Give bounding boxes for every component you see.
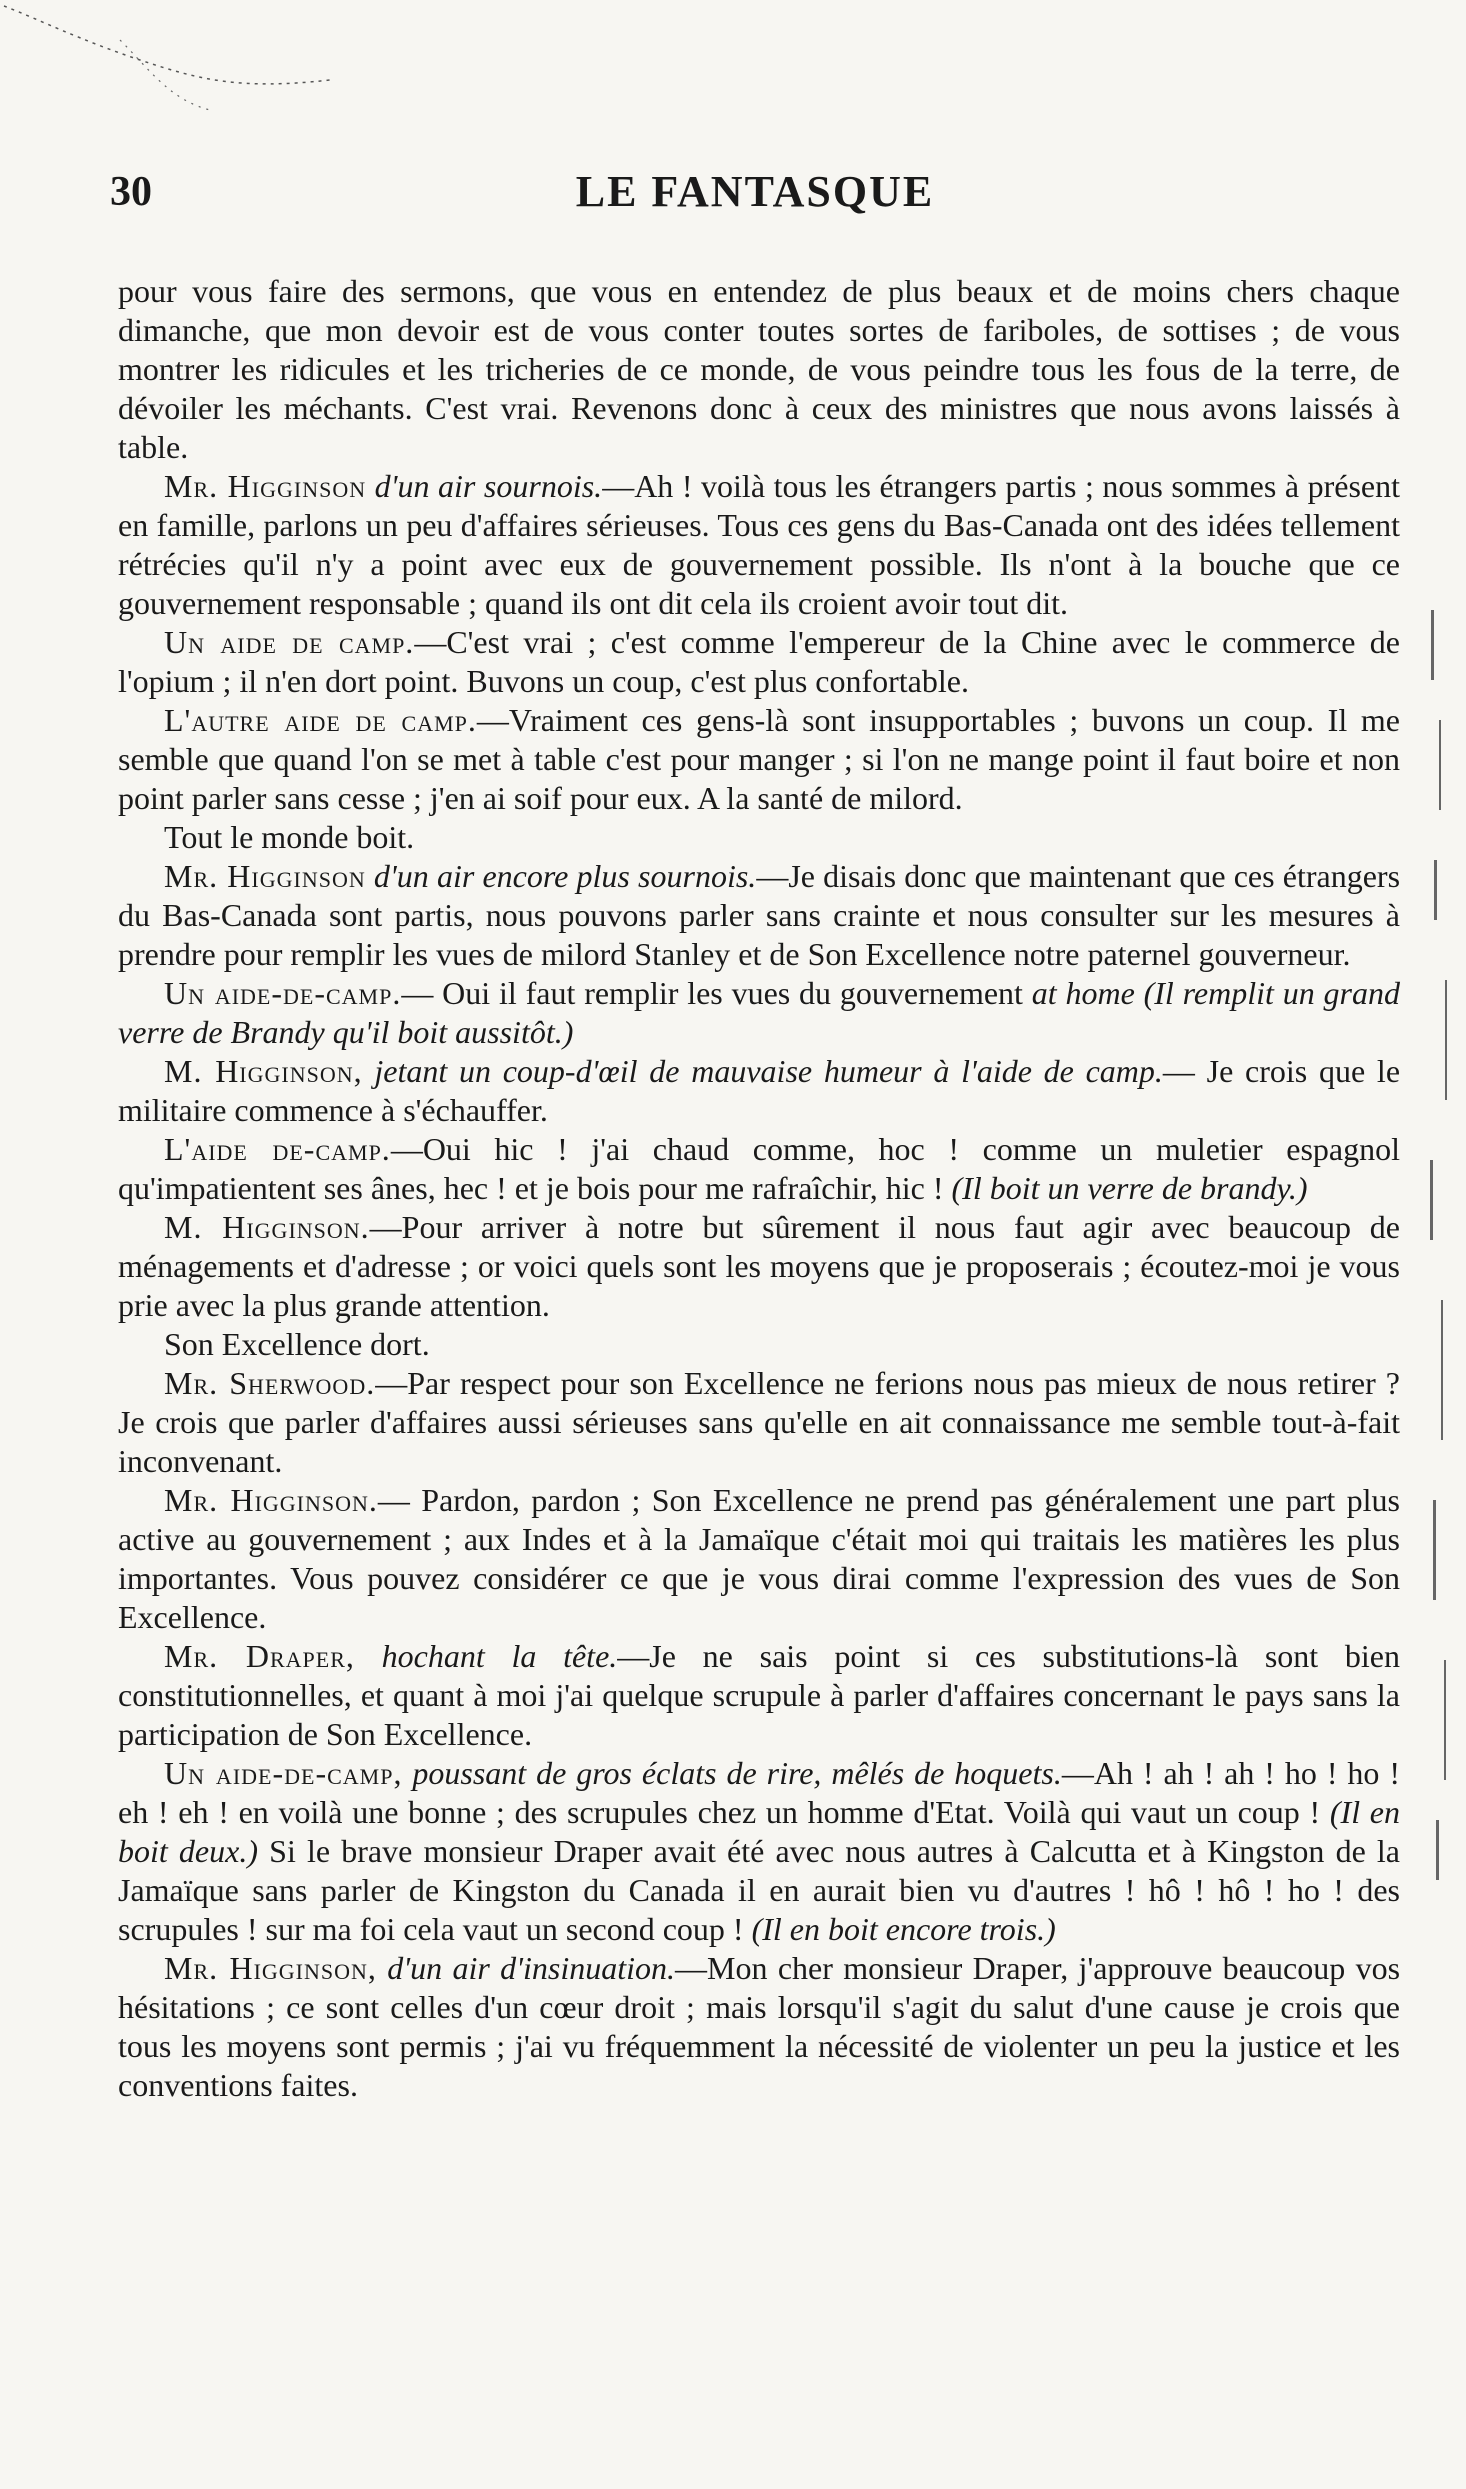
stage-direction: d'un air sournois. — [366, 468, 603, 504]
paragraph — [118, 1208, 1400, 1325]
stage-direction: (Il en boit encore trois.) — [751, 1911, 1056, 1947]
speaker-name: L'autre aide de camp. — [164, 702, 477, 738]
dialogue-text: —C'est vrai ; c'est comme l'empereur de la Chine avec le commerce de l'opium ; il n'en dort point. Buvons un coup, c'est plus confortable. — [118, 624, 1400, 699]
page-header — [110, 160, 1400, 230]
paragraph — [118, 1130, 1400, 1208]
stage-direction: d'un air encore plus sournois. — [365, 858, 757, 894]
paragraph — [118, 272, 1400, 467]
dialogue-text: —Ah ! voilà tous les étrangers partis ; nous sommes à présent en famille, parlons un peu d'affaires sérieuses. Tous ces gens du Bas-Canada ont des idées tellement rétrécies qu'il n'y a point avec eux de gouvernement possible. Ils n'ont à la bouche que ce gouvernement responsable ; quand ils ont dit cela ils croient avoir tout dit. — [118, 468, 1401, 621]
dialogue-text: —Je ne sais point si ces substitutions-là sont bien constitutionnelles, et quant à moi j'ai quelque scrupule à parler d'affaires concernant le pays sans la participation de Son Excellence. — [118, 1638, 1401, 1752]
dialogue-text: Si le brave monsieur Draper avait été avec nous autres à Calcutta et à Kingston de la Jamaïque sans parler de Kingston du Canada il en aurait bien vu d'autres ! hô ! hô ! ho ! des scrupules ! sur ma foi cela vaut un second coup ! — [118, 1833, 1401, 1947]
speaker-name: L'aide de-camp. — [164, 1131, 391, 1167]
dialogue-text: —Oui hic ! j'ai chaud comme, hoc ! comme un muletier espagnol qu'impatientent ses ânes, hec ! et je bois pour me rafraîchir, hic ! — [118, 1131, 1401, 1206]
running-title: LE FANTASQUE — [575, 167, 935, 216]
dialogue-text: — Je crois que le militaire commence à s'échauffer. — [118, 1053, 1401, 1128]
paragraph — [118, 1949, 1400, 2105]
paragraph — [118, 701, 1400, 818]
paragraph — [118, 1364, 1400, 1481]
dialogue-text: Tout le monde boit. — [164, 819, 415, 855]
dialogue-text: — Pardon, pardon ; Son Excellence ne prend pas généralement une part plus active au gouvernement ; aux Indes et à la Jamaïque c'était moi qui traitais les matières les plus importantes. Vous pouvez considérer ce que je vous dirai comme l'expression des vues de Son Excellence. — [118, 1482, 1401, 1635]
dialogue-text: pour vous faire des sermons, que vous en entendez de plus beaux et de moins chers chaque dimanche, que mon devoir est de vous conter toutes sortes de fariboles, de sottises ; de vous montrer les ridicules et les tricheries de ce monde, de vous peindre tous les fous de la terre, de dévoiler les méchants. C'est vrai. Revenons donc à ceux des ministres que nous avons laissés à table. — [118, 273, 1400, 465]
stage-direction: (Il boit un verre de brandy.) — [951, 1170, 1308, 1206]
dialogue-text: —Vraiment ces gens-là sont insupportables ; buvons un coup. Il me semble que quand l'on se met à table c'est pour manger ; si l'on ne mange point il faut boire et non point parler sans cesse ; j'en ai soif pour eux. A la santé de milord. — [118, 702, 1400, 816]
scanned-edge-texture — [1425, 600, 1466, 1900]
dialogue-text: —Je disais donc que maintenant que ces étrangers du Bas-Canada sont partis, nous pouvons parler sans crainte et nous consulter sur les mesures à prendre pour remplir les vues de milord Stanley et de Son Excellence notre paternel gouverneur. — [118, 858, 1401, 972]
paragraph — [118, 1754, 1400, 1949]
paragraph — [118, 1637, 1400, 1754]
dialogue-text: Son Excellence dort. — [164, 1326, 430, 1362]
stage-direction: (Il en boit deux.) — [118, 1794, 1401, 1869]
speaker-name: Un aide-de-camp, — [164, 1755, 403, 1791]
dialogue-text: —Par respect pour son Excellence ne ferions nous pas mieux de nous retirer ? Je crois que parler d'affaires aussi sérieuses sans qu'elle en ait connaissance me semble tout-à-fait inconvenant. — [118, 1365, 1401, 1479]
paragraph — [118, 1481, 1400, 1637]
speaker-name: Mr. Higginson. — [164, 1482, 378, 1518]
speaker-name: M. Higginson. — [164, 1209, 370, 1245]
dialogue-text: —Mon cher monsieur Draper, j'approuve beaucoup vos hésitations ; ce sont celles d'un cœur droit ; mais lorsqu'il s'agit du salut d'une cause je crois que tous les moyens sont permis ; j'ai vu fréquemment la nécessité de violenter un peu la justice et les conventions faites. — [118, 1950, 1401, 2103]
speaker-name: Mr. Higginson, — [164, 1950, 377, 1986]
paragraph — [118, 467, 1400, 623]
paragraph — [118, 974, 1400, 1052]
stage-direction: hochant la tête. — [354, 1638, 618, 1674]
paragraph — [118, 818, 1400, 857]
dialogue-text: —Ah ! ah ! ah ! ho ! ho ! eh ! eh ! en voilà une bonne ; des scrupules chez un homme d'Etat. Voilà qui vaut un coup ! — [118, 1755, 1400, 1830]
speaker-name: M. Higginson, — [164, 1053, 363, 1089]
speaker-name: Mr. Draper, — [164, 1638, 355, 1674]
scan-stroke-mark — [0, 0, 330, 140]
paragraph — [118, 857, 1400, 974]
stage-direction: jetant un coup-d'œil de mauvaise humeur à l'aide de camp. — [362, 1053, 1163, 1089]
dialogue-text: — Oui il faut remplir les vues du gouvernement — [401, 975, 1032, 1011]
speaker-name: Mr. Higginson — [164, 468, 367, 504]
body-text — [118, 272, 1400, 2105]
stage-direction: poussant de gros éclats de rire, mêlés de hoquets. — [402, 1755, 1062, 1791]
paragraph — [118, 1325, 1400, 1364]
stage-direction: d'un air d'insinuation. — [376, 1950, 676, 1986]
paragraph — [118, 623, 1400, 701]
stage-direction: at home (Il remplit un grand verre de Brandy qu'il boit aussitôt.) — [118, 975, 1401, 1050]
dialogue-text: —Pour arriver à notre but sûrement il nous faut agir avec beaucoup de ménagements et d'adresse ; or voici quels sont les moyens que je proposerais ; écoutez-moi je vous prie avec la plus grande attention. — [118, 1209, 1401, 1323]
page-number: 30 — [110, 169, 152, 215]
speaker-name: Mr. Higginson — [164, 858, 366, 894]
speaker-name: Mr. Sherwood. — [164, 1365, 376, 1401]
speaker-name: Un aide-de-camp. — [164, 975, 402, 1011]
speaker-name: Un aide de camp. — [164, 624, 415, 660]
paragraph — [118, 1052, 1400, 1130]
